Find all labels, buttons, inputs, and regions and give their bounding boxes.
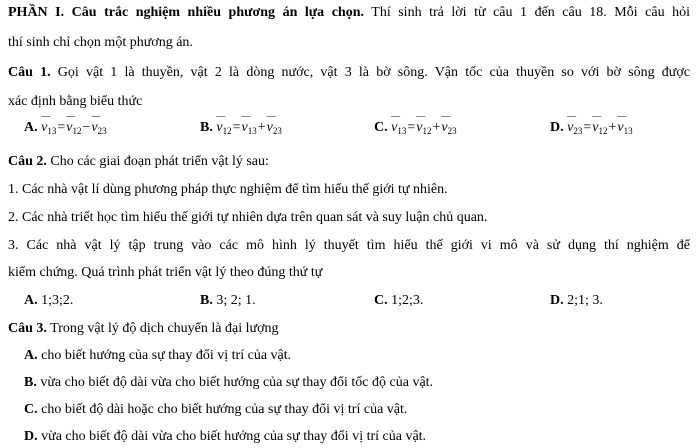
q3-option-text: vừa cho biết độ dài vừa cho biết hướng của sự thay đổi vị trí của vật. (37, 429, 427, 444)
q2-item-2: 2. Các nhà triết học tìm hiểu thế giới tự nhiên dựa trên quan sát và suy luận chủ quan. (8, 210, 488, 225)
q1-option-a-formula: — $v_{13}=—$ $v_{12}-—$ $v_{23}$ (41, 120, 106, 135)
q2-option-text: 2;1; 3. (563, 293, 603, 308)
q1-option-letter: D. (550, 120, 564, 135)
q1-option-letter: A. (24, 120, 38, 135)
q2-option-letter: D. (550, 293, 564, 308)
q2-item-3-line2: kiểm chứng. Quá trình phát triển vật lý theo đúng thứ tự (8, 265, 323, 280)
q2-item-1: 1. Các nhà vật lí dùng phương pháp thực nghiệm để tìm hiểu thế giới tự nhiên. (8, 182, 448, 197)
q1-text: Gọi vật 1 là thuyền, vật 2 là dòng nước, vật 3 là bờ sông. Vận tốc của thuyền so với bờ sông được (50, 65, 690, 80)
q1-stem-line1 (8, 66, 690, 80)
q2-stem (8, 155, 690, 169)
part-header-instructions: Thí sinh trả lời từ câu 1 đến câu 18. Mỗi câu hỏi (364, 5, 690, 20)
q3-label: Câu 3. (8, 321, 47, 336)
q1-label: Câu 1. (8, 65, 51, 80)
q3-option-letter: D. (24, 429, 38, 444)
q1-option-d[interactable] (550, 121, 633, 136)
q2-option-text: 1;2;3. (387, 293, 424, 308)
q2-option-b[interactable] (200, 294, 256, 308)
q3-text: Trong vật lý độ dịch chuyển là đại lượng (46, 321, 279, 336)
q1-option-b[interactable] (200, 121, 282, 136)
q2-option-d[interactable] (550, 294, 603, 308)
q2-option-a[interactable] (24, 294, 73, 308)
q2-options (0, 294, 698, 314)
q1-options (0, 121, 698, 141)
q2-label: Câu 2. (8, 154, 47, 169)
q2-option-letter: A. (24, 293, 38, 308)
q2-option-letter: C. (374, 293, 388, 308)
q1-option-c-formula: — $v_{13}=—$ $v_{12}+—$ $v_{23}$ (391, 120, 456, 135)
q3-option-text: cho biết hướng của sự thay đổi vị trí của vật. (37, 348, 292, 363)
q1-option-a[interactable] (24, 121, 107, 136)
q3-option-letter: C. (24, 402, 38, 417)
q3-option-letter: B. (24, 375, 37, 390)
q3-option-b[interactable] (24, 376, 690, 390)
q2-item-3-line1: 3. Các nhà vật lý tập trung vào các mô hình lý thuyết tìm hiểu thế giới vi mô và sử dụng thí nghiệm để (8, 238, 690, 253)
q1-stem-line2: xác định bằng biểu thức (8, 94, 143, 109)
part-header-line2: thí sinh chỉ chọn một phương án. (8, 35, 193, 50)
q2-text: Cho các giai đoạn phát triển vật lý sau: (46, 154, 269, 169)
q3-stem (8, 322, 690, 336)
q3-option-text: cho biết độ dài hoặc cho biết hướng của sự thay đổi vị trí của vật. (37, 402, 408, 417)
part-header-title: PHẦN I. Câu trắc nghiệm nhiều phương án lựa chọn. (8, 5, 364, 20)
q1-option-letter: C. (374, 120, 388, 135)
q3-option-a[interactable] (24, 349, 690, 363)
q3-option-c[interactable] (24, 403, 690, 417)
q2-option-c[interactable] (374, 294, 423, 308)
q3-option-letter: A. (24, 348, 38, 363)
q2-option-text: 3; 2; 1. (212, 293, 256, 308)
q2-option-text: 1;3;2. (37, 293, 74, 308)
q1-option-d-formula: — $v_{23}=—$ $v_{12}+—$ $v_{13}$ (567, 120, 632, 135)
q3-option-text: vừa cho biết độ dài vừa cho biết hướng của sự thay đổi tốc độ của vật. (36, 375, 434, 390)
q1-option-c[interactable] (374, 121, 457, 136)
q1-option-b-formula: — $v_{12}=—$ $v_{13}+—$ $v_{23}$ (216, 120, 281, 135)
part-header-line1 (8, 6, 690, 20)
q2-option-letter: B. (200, 293, 213, 308)
q3-option-d[interactable] (24, 430, 690, 444)
q1-option-letter: B. (200, 120, 213, 135)
